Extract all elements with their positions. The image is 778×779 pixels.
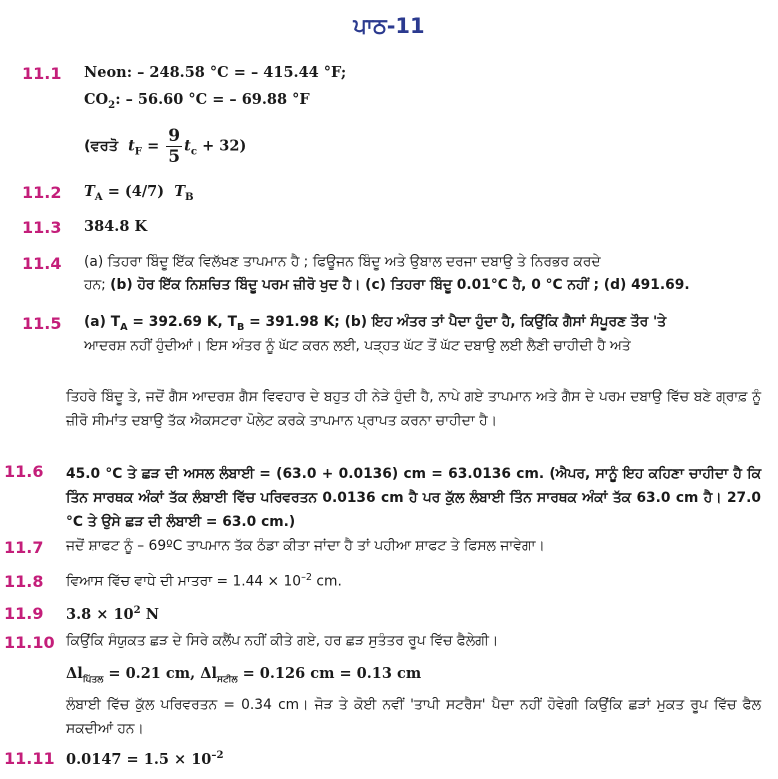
answer-11-10-delta: $\Delta l_{ਪਿੱਤਲ} = 0.21$ cm, $\Delta l_{ਸਟੀਲ} = 0.126$ cm = 0.13 cm — [66, 665, 422, 685]
answer-11-9-text: $3.8 \times 10^2$ N — [66, 604, 160, 623]
answer-number-11-5: 11.5 — [22, 314, 62, 333]
answer-11-6-text: 45.0 °C ਤੇ ਛੜ ਦੀ ਅਸਲ ਲੰਬਾਈ = (63.0 + 0.0136) cm = 63.0136 cm. (ਐਪਰ, ਸਾਨੂੰ ਇਹ ਕਹਿਣਾ ਚਾਹੀਦਾ ਹੈ ਕਿ ਤਿੰਨ ਸਾਰਥਕ ਅੰਕਾਂ ਤੱਕ ਲੰਬਾਈ ਵਿੱਚ ਪਰਿਵਰਤਨ 0.0136 cm ਹੈ ਪਰ ਕੁੱਲ ਲੰਬਾਈ ਤਿੰਨ ਸਾਰਥਕ ਅੰਕਾਂ ਤੱਕ 63.0 cm ਹੈ। 27.0 °C ਤੇ ਉਸੇ ਛੜ ਦੀ ਲੰਬਾਈ = 63.0 cm.) — [66, 466, 761, 530]
page-title: ਪਾਠ-11 — [353, 14, 425, 38]
answer-11-5-line1: (a) $T_A = 392.69$ K, $T_B = 391.98$ K; (b) ਇਹ ਅੰਤਰ ਤਾਂ ਪੈਦਾ ਹੁੰਦਾ ਹੈ, ਕਿਉਂਕਿ ਗੈਸਾਂ ਸੰਪੂਰਣ ਤੌਰ 'ਤੇ — [84, 314, 667, 333]
answer-11-3-text: 384.8 K — [84, 218, 148, 235]
answer-number-11-1: 11.1 — [22, 64, 62, 83]
answer-11-1-co2: $CO_2$: – 56.60 °C = – 69.88 °F — [84, 91, 310, 111]
answer-number-11-7: 11.7 — [4, 538, 44, 557]
answer-number-11-9: 11.9 — [4, 604, 44, 623]
answer-number-11-6: 11.6 — [4, 462, 44, 481]
answer-11-10-line3: ਲੰਬਾਈ ਵਿੱਚ ਕੁੱਲ ਪਰਿਵਰਤਨ = 0.34 cm। ਜੋੜ ਤੇ ਕੋਈ ਨਵੀਂ 'ਤਾਪੀ ਸਟਰੈਸ' ਪੈਦਾ ਨਹੀਂ ਹੋਵੇਗੀ ਕਿਉਂਕਿ ਛੜਾਂ ਮੁਕਤ ਰੂਪ ਵਿੱਚ ਫੈਲ ਸਕਦੀਆਂ ਹਨ। — [66, 697, 761, 737]
answer-11-4-line2: ਹਨ; (b) ਹੋਰ ਇੱਕ ਨਿਸ਼ਚਿਤ ਬਿੰਦੂ ਪਰਮ ਜ਼ੀਰੋ ਖੁਦ ਹੈ। (c) ਤਿਹਰਾ ਬਿੰਦੂ 0.01°C ਹੈ, 0 °C ਨਹੀਂ ; (d) 491.69. — [84, 277, 690, 293]
answer-11-8-text: ਵਿਆਸ ਵਿੱਚ ਵਾਧੇ ਦੀ ਮਾਤਰਾ = $1.44 \times 10^{-2}$ cm. — [66, 572, 342, 590]
answer-11-2-text: $T_A = (4/7)$ $T_B$ — [84, 183, 194, 203]
answer-number-11-8: 11.8 — [4, 572, 44, 591]
answer-number-11-2: 11.2 — [22, 183, 62, 202]
answer-number-11-11: 11.11 — [4, 749, 55, 768]
answer-11-7-text: ਜਦੋਂ ਸ਼ਾਫਟ ਨੂੰ – 69ºC ਤਾਪਮਾਨ ਤੱਕ ਠੰਡਾ ਕੀਤਾ ਜਾਂਦਾ ਹੈ ਤਾਂ ਪਹੀਆ ਸ਼ਾਫਟ ਤੇ ਫਿਸਲ ਜਾਵੇਗਾ। — [66, 538, 545, 554]
fraction-9-5: $\frac{9}{5}$ — [168, 126, 181, 167]
answer-11-1-formula: (ਵਰਤੋ $t_F$ = $\frac{9}{5}$ $t_c + 32$) — [84, 126, 247, 167]
answer-11-5-continuation: ਤਿਹਰੇ ਬਿੰਦੂ ਤੇ, ਜਦੋਂ ਗੈਸ ਆਦਰਸ਼ ਗੈਸ ਵਿਵਹਾਰ ਦੇ ਬਹੁਤ ਹੀ ਨੇੜੇ ਹੁੰਦੀ ਹੈ, ਨਾਪੇ ਗਏ ਤਾਪਮਾਨ ਅਤੇ ਗੈਸ ਦੇ ਪਰਮ ਦਬਾਉ ਵਿੱਚ ਬਣੇ ਗ੍ਰਾਫ਼ ਨੂੰ ਜ਼ੀਰੋ ਸੀਮਾਂਤ ਦਬਾਉ ਤੱਕ ਐਕਸਟਰਾ ਪੋਲੇਟ ਕਰਕੇ ਤਾਪਮਾਨ ਪ੍ਰਾਪਤ ਕਰਨਾ ਚਾਹੀਦਾ ਹੈ। — [66, 389, 761, 429]
answer-11-1-neon: Neon: – 248.58 °C = – 415.44 °F; — [84, 64, 347, 81]
answer-number-11-3: 11.3 — [22, 218, 62, 237]
answer-11-11-text: $0.0147 = 1.5 \times 10^{-2}$ — [66, 749, 224, 768]
answer-number-11-4: 11.4 — [22, 254, 62, 273]
answer-number-11-10: 11.10 — [4, 633, 55, 652]
answer-11-10-line1: ਕਿਉਂਕਿ ਸੰਯੁਕਤ ਛੜ ਦੇ ਸਿਰੇ ਕਲੈਂਪ ਨਹੀਂ ਕੀਤੇ ਗਏ, ਹਰ ਛੜ ਸੁਤੰਤਰ ਰੂਪ ਵਿੱਚ ਫੈਲੇਗੀ। — [66, 633, 499, 649]
answer-11-4-line1: (a) ਤਿਹਰਾ ਬਿੰਦੂ ਇੱਕ ਵਿਲੱਖਣ ਤਾਪਮਾਨ ਹੈ ; ਫਿਊਜਨ ਬਿੰਦੂ ਅਤੇ ਉਬਾਲ ਦਰਜਾ ਦਬਾਉ ਤੇ ਨਿਰਭਰ ਕਰਦੇ — [84, 254, 601, 270]
answer-11-5-line2: ਆਦਰਸ਼ ਨਹੀਂ ਹੁੰਦੀਆਂ। ਇਸ ਅੰਤਰ ਨੂੰ ਘੱਟ ਕਰਨ ਲਈ, ਪੜ੍ਹਤ ਘੱਟ ਤੋਂ ਘੱਟ ਦਬਾਉ ਲਈ ਲੈਣੀ ਚਾਹੀਦੀ ਹੈ ਅਤੇ — [84, 338, 631, 354]
